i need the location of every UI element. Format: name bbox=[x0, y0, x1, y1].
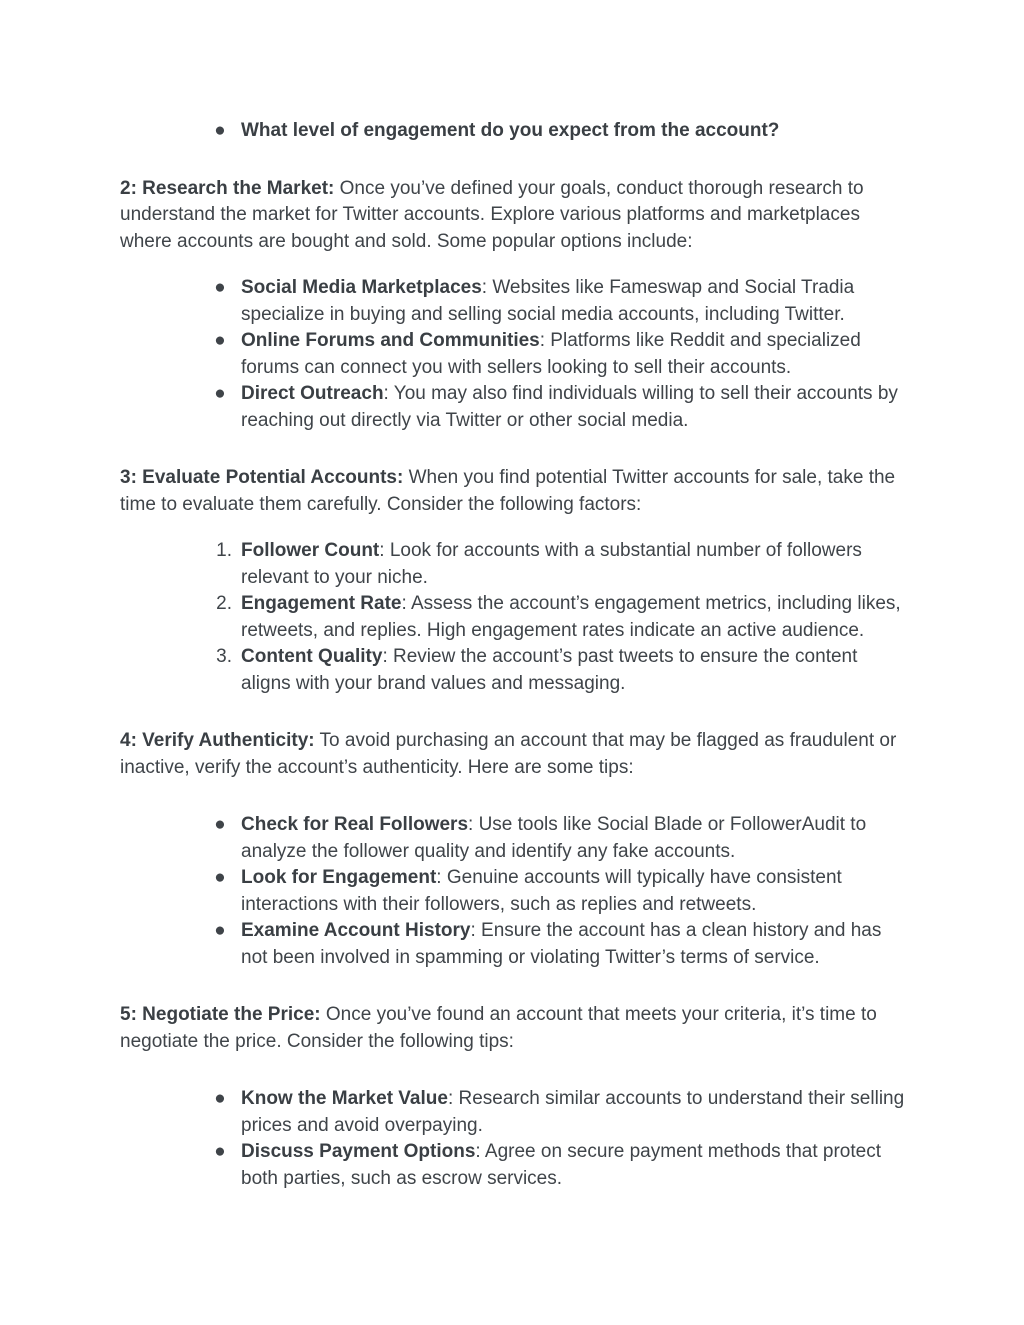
section-body: Once you’ve found an account that meets your criteria, it’s time to negotiate the price. Consider the following tips: bbox=[120, 1004, 877, 1052]
item-title: Engagement Rate bbox=[241, 593, 402, 614]
item-text: : Platforms like Reddit and specialized forums can connect you with sellers looking to sell their accounts. bbox=[241, 330, 861, 378]
section-heading: 2: Research the Market: bbox=[120, 177, 335, 199]
item-title: Content Quality bbox=[241, 646, 383, 667]
list-item bbox=[120, 381, 910, 434]
section-body: When you find potential Twitter accounts for sale, take the time to evaluate them carefully. Consider the following factors: bbox=[120, 467, 896, 515]
item-title: Social Media Marketplaces bbox=[241, 277, 482, 298]
section-heading: 4: Verify Authenticity: bbox=[120, 730, 315, 751]
list-item bbox=[120, 1086, 910, 1139]
item-title: Know the Market Value bbox=[241, 1088, 448, 1109]
negotiation-tips-list bbox=[120, 1086, 910, 1192]
bullet-marker: ● bbox=[214, 867, 226, 888]
list-item bbox=[120, 118, 910, 145]
section-body: To avoid purchasing an account that may be flagged as fraudulent or inactive, verify the account’s authenticity. Here are some tips: bbox=[120, 730, 897, 778]
item-title: Discuss Payment Options bbox=[241, 1141, 476, 1162]
bullet-marker: ● bbox=[214, 1141, 226, 1162]
list-item bbox=[120, 275, 910, 328]
section-heading: 3: Evaluate Potential Accounts: bbox=[120, 467, 404, 488]
section-negotiate-price bbox=[120, 1002, 910, 1055]
bullet-marker: ● bbox=[214, 120, 226, 141]
bullet-marker: ● bbox=[214, 383, 226, 404]
section-evaluate-accounts bbox=[120, 465, 910, 518]
bullet-marker: ● bbox=[214, 1088, 226, 1109]
number-marker: 3. bbox=[216, 646, 232, 667]
evaluation-factors-list bbox=[120, 538, 910, 697]
item-title: Online Forums and Communities bbox=[241, 330, 540, 351]
item-text: : Genuine accounts will typically have consistent interactions with their followers, such as replies and retweets. bbox=[241, 867, 842, 915]
list-item bbox=[120, 918, 910, 971]
list-item bbox=[120, 644, 910, 697]
question-text: What level of engagement do you expect from the account? bbox=[241, 120, 780, 141]
list-item bbox=[120, 538, 910, 591]
section-heading: 5: Negotiate the Price: bbox=[120, 1004, 321, 1025]
list-item bbox=[120, 865, 910, 918]
item-title: Direct Outreach bbox=[241, 383, 384, 404]
bullet-marker: ● bbox=[214, 814, 226, 835]
list-item bbox=[120, 328, 910, 381]
item-text: : Ensure the account has a clean history and has not been involved in spamming or violating Twitter’s terms of service. bbox=[241, 920, 882, 968]
item-title: Look for Engagement bbox=[241, 867, 437, 888]
bullet-marker: ● bbox=[214, 920, 226, 941]
item-text: : You may also find individuals willing to sell their accounts by reaching out directly via Twitter or other social media. bbox=[241, 383, 898, 431]
item-text: : Assess the account’s engagement metrics, including likes, retweets, and replies. High engagement rates indicate an active audience. bbox=[241, 593, 901, 641]
research-options-list bbox=[120, 275, 910, 434]
item-text: : Agree on secure payment methods that protect both parties, such as escrow services. bbox=[241, 1141, 881, 1189]
number-marker: 2. bbox=[216, 593, 232, 614]
item-title: Examine Account History bbox=[241, 920, 471, 941]
item-text: : Websites like Fameswap and Social Tradia specialize in buying and selling social media accounts, including Twitter. bbox=[241, 277, 855, 325]
authenticity-tips-list bbox=[120, 812, 910, 971]
item-text: : Use tools like Social Blade or FollowerAudit to analyze the follower quality and identify any fake accounts. bbox=[241, 814, 867, 862]
intro-bullet-list bbox=[120, 118, 910, 145]
item-text: : Look for accounts with a substantial number of followers relevant to your niche. bbox=[241, 540, 862, 588]
bullet-marker: ● bbox=[214, 330, 226, 351]
number-marker: 1. bbox=[216, 540, 232, 561]
section-research-market bbox=[120, 176, 910, 256]
section-verify-authenticity bbox=[120, 728, 910, 781]
section-body: Once you’ve defined your goals, conduct thorough research to understand the market for Twitter accounts. Explore various platforms and marketplaces where accounts are bought and sold. Some popular options include: bbox=[120, 177, 864, 252]
list-item bbox=[120, 591, 910, 644]
document-page bbox=[120, 118, 910, 1192]
item-title: Check for Real Followers bbox=[241, 814, 469, 835]
bullet-marker: ● bbox=[214, 277, 226, 298]
list-item bbox=[120, 1139, 910, 1192]
item-text: : Research similar accounts to understand their selling prices and avoid overpaying. bbox=[241, 1088, 905, 1136]
item-title: Follower Count bbox=[241, 540, 380, 561]
list-item bbox=[120, 812, 910, 865]
item-text: : Review the account’s past tweets to ensure the content aligns with your brand values and messaging. bbox=[241, 646, 858, 694]
